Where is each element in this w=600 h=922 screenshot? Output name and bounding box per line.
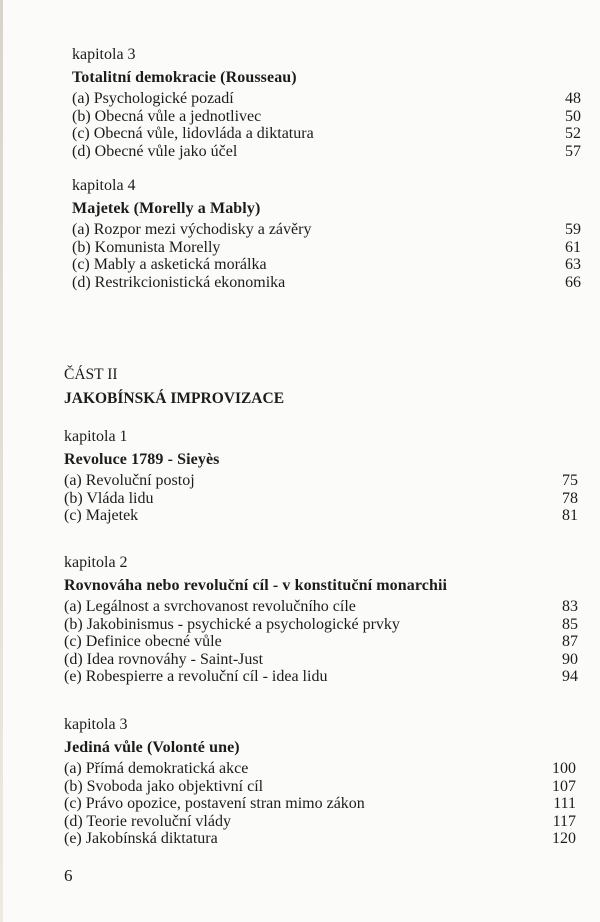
entry-title: (a) Rozpor mezi východisky a závěry — [72, 221, 312, 238]
chapter-title: Majetek (Morelly a Mably) — [72, 200, 261, 217]
entry-page: 66 — [565, 273, 581, 291]
entry-page: 75 — [562, 472, 578, 489]
page-number: 6 — [64, 866, 73, 885]
entry-page: 59 — [565, 221, 581, 238]
entry-page: 85 — [562, 615, 578, 633]
toc-entry — [64, 778, 576, 796]
toc-entry — [72, 125, 581, 143]
entry-page: 61 — [565, 238, 581, 256]
entry-page: 94 — [562, 668, 578, 686]
entry-page: 90 — [562, 650, 578, 668]
entry-title: (d) Restrikcionistická ekonomika — [72, 273, 286, 291]
entry-page: 120 — [552, 830, 576, 848]
part-label: ČÁST II — [64, 366, 118, 383]
entry-page: 83 — [562, 598, 578, 615]
part-title: JAKOBÍNSKÁ IMPROVIZACE — [64, 390, 285, 407]
toc-entry — [64, 616, 578, 634]
entry-title: (a) Legálnost a svrchovanost revolučního cíle — [64, 598, 356, 615]
chapter-label: kapitola 1 — [64, 428, 128, 445]
entry-page: 100 — [552, 760, 576, 777]
toc-entry — [64, 633, 578, 651]
toc-entry — [64, 830, 576, 848]
entry-page: 48 — [565, 90, 581, 107]
entry-title: (e) Jakobínská diktatura — [64, 830, 218, 848]
entry-title: (b) Vláda lidu — [64, 489, 154, 507]
chapter-title: Revoluce 1789 - Sieyès — [64, 451, 220, 468]
entry-page: 111 — [553, 795, 576, 813]
entry-page: 50 — [565, 107, 581, 125]
toc-entry — [64, 813, 576, 831]
entry-title: (a) Revoluční postoj — [64, 472, 195, 489]
entry-title: (d) Teorie revoluční vlády — [64, 812, 231, 830]
entry-title: (c) Mably a asketická morálka — [72, 256, 267, 274]
entry-page: 117 — [552, 812, 576, 830]
chapter-title: Jediná vůle (Volonté une) — [64, 739, 240, 756]
entry-page: 107 — [552, 777, 576, 795]
entry-title: (d) Idea rovnováhy - Saint-Just — [64, 650, 264, 668]
chapter-section — [72, 46, 581, 160]
entry-title: (a) Psychologické pozadí — [72, 90, 234, 107]
toc-entry — [72, 239, 581, 257]
chapter-section — [64, 716, 576, 848]
chapter-label: kapitola 2 — [64, 554, 128, 571]
entry-title: (b) Obecná vůle a jednotlivec — [72, 107, 262, 125]
chapter-section — [64, 554, 578, 686]
part-heading — [64, 366, 284, 408]
page-edge — [0, 0, 3, 922]
entry-title: (c) Definice obecné vůle — [64, 633, 222, 651]
chapter-title: Rovnováha nebo revoluční cíl - v konstituční monarchii — [64, 577, 448, 594]
entry-title: (b) Svoboda jako objektivní cíl — [64, 777, 264, 795]
entry-page: 81 — [562, 507, 578, 525]
toc-entry — [64, 668, 578, 686]
entry-page: 87 — [562, 633, 578, 651]
entry-title: (c) Právo opozice, postavení stran mimo zákon — [64, 795, 365, 813]
entry-title: (b) Jakobinismus - psychické a psychologické prvky — [64, 615, 400, 633]
chapter-label: kapitola 3 — [72, 46, 136, 63]
toc-entry — [64, 795, 576, 813]
toc-entry — [72, 274, 581, 292]
toc-entry — [64, 472, 578, 490]
toc-entry — [64, 598, 578, 616]
toc-entry — [72, 221, 581, 239]
toc-entry — [72, 90, 581, 108]
entry-title: (c) Obecná vůle, lidovláda a diktatura — [72, 125, 314, 143]
chapter-section — [72, 177, 581, 291]
toc-entry — [64, 490, 578, 508]
chapter-label: kapitola 3 — [64, 716, 128, 733]
entry-page: 63 — [565, 256, 581, 274]
entry-page: 78 — [562, 489, 578, 507]
entry-title: (e) Robespierre a revoluční cíl - idea lidu — [64, 668, 328, 686]
toc-entry — [64, 507, 578, 525]
entry-page: 52 — [565, 125, 581, 143]
toc-entry — [72, 108, 581, 126]
entry-title: (d) Obecné vůle jako účel — [72, 142, 238, 160]
chapter-title: Totalitní demokracie (Rousseau) — [72, 69, 297, 86]
chapter-section — [64, 428, 578, 525]
entry-title: (b) Komunista Morelly — [72, 238, 221, 256]
entry-title: (c) Majetek — [64, 507, 139, 525]
toc-entry — [64, 760, 576, 778]
entry-page: 57 — [565, 142, 581, 160]
toc-entry — [72, 143, 581, 161]
chapter-label: kapitola 4 — [72, 177, 136, 194]
toc-entry — [64, 651, 578, 669]
entry-title: (a) Přímá demokratická akce — [64, 760, 249, 777]
toc-entry — [72, 256, 581, 274]
